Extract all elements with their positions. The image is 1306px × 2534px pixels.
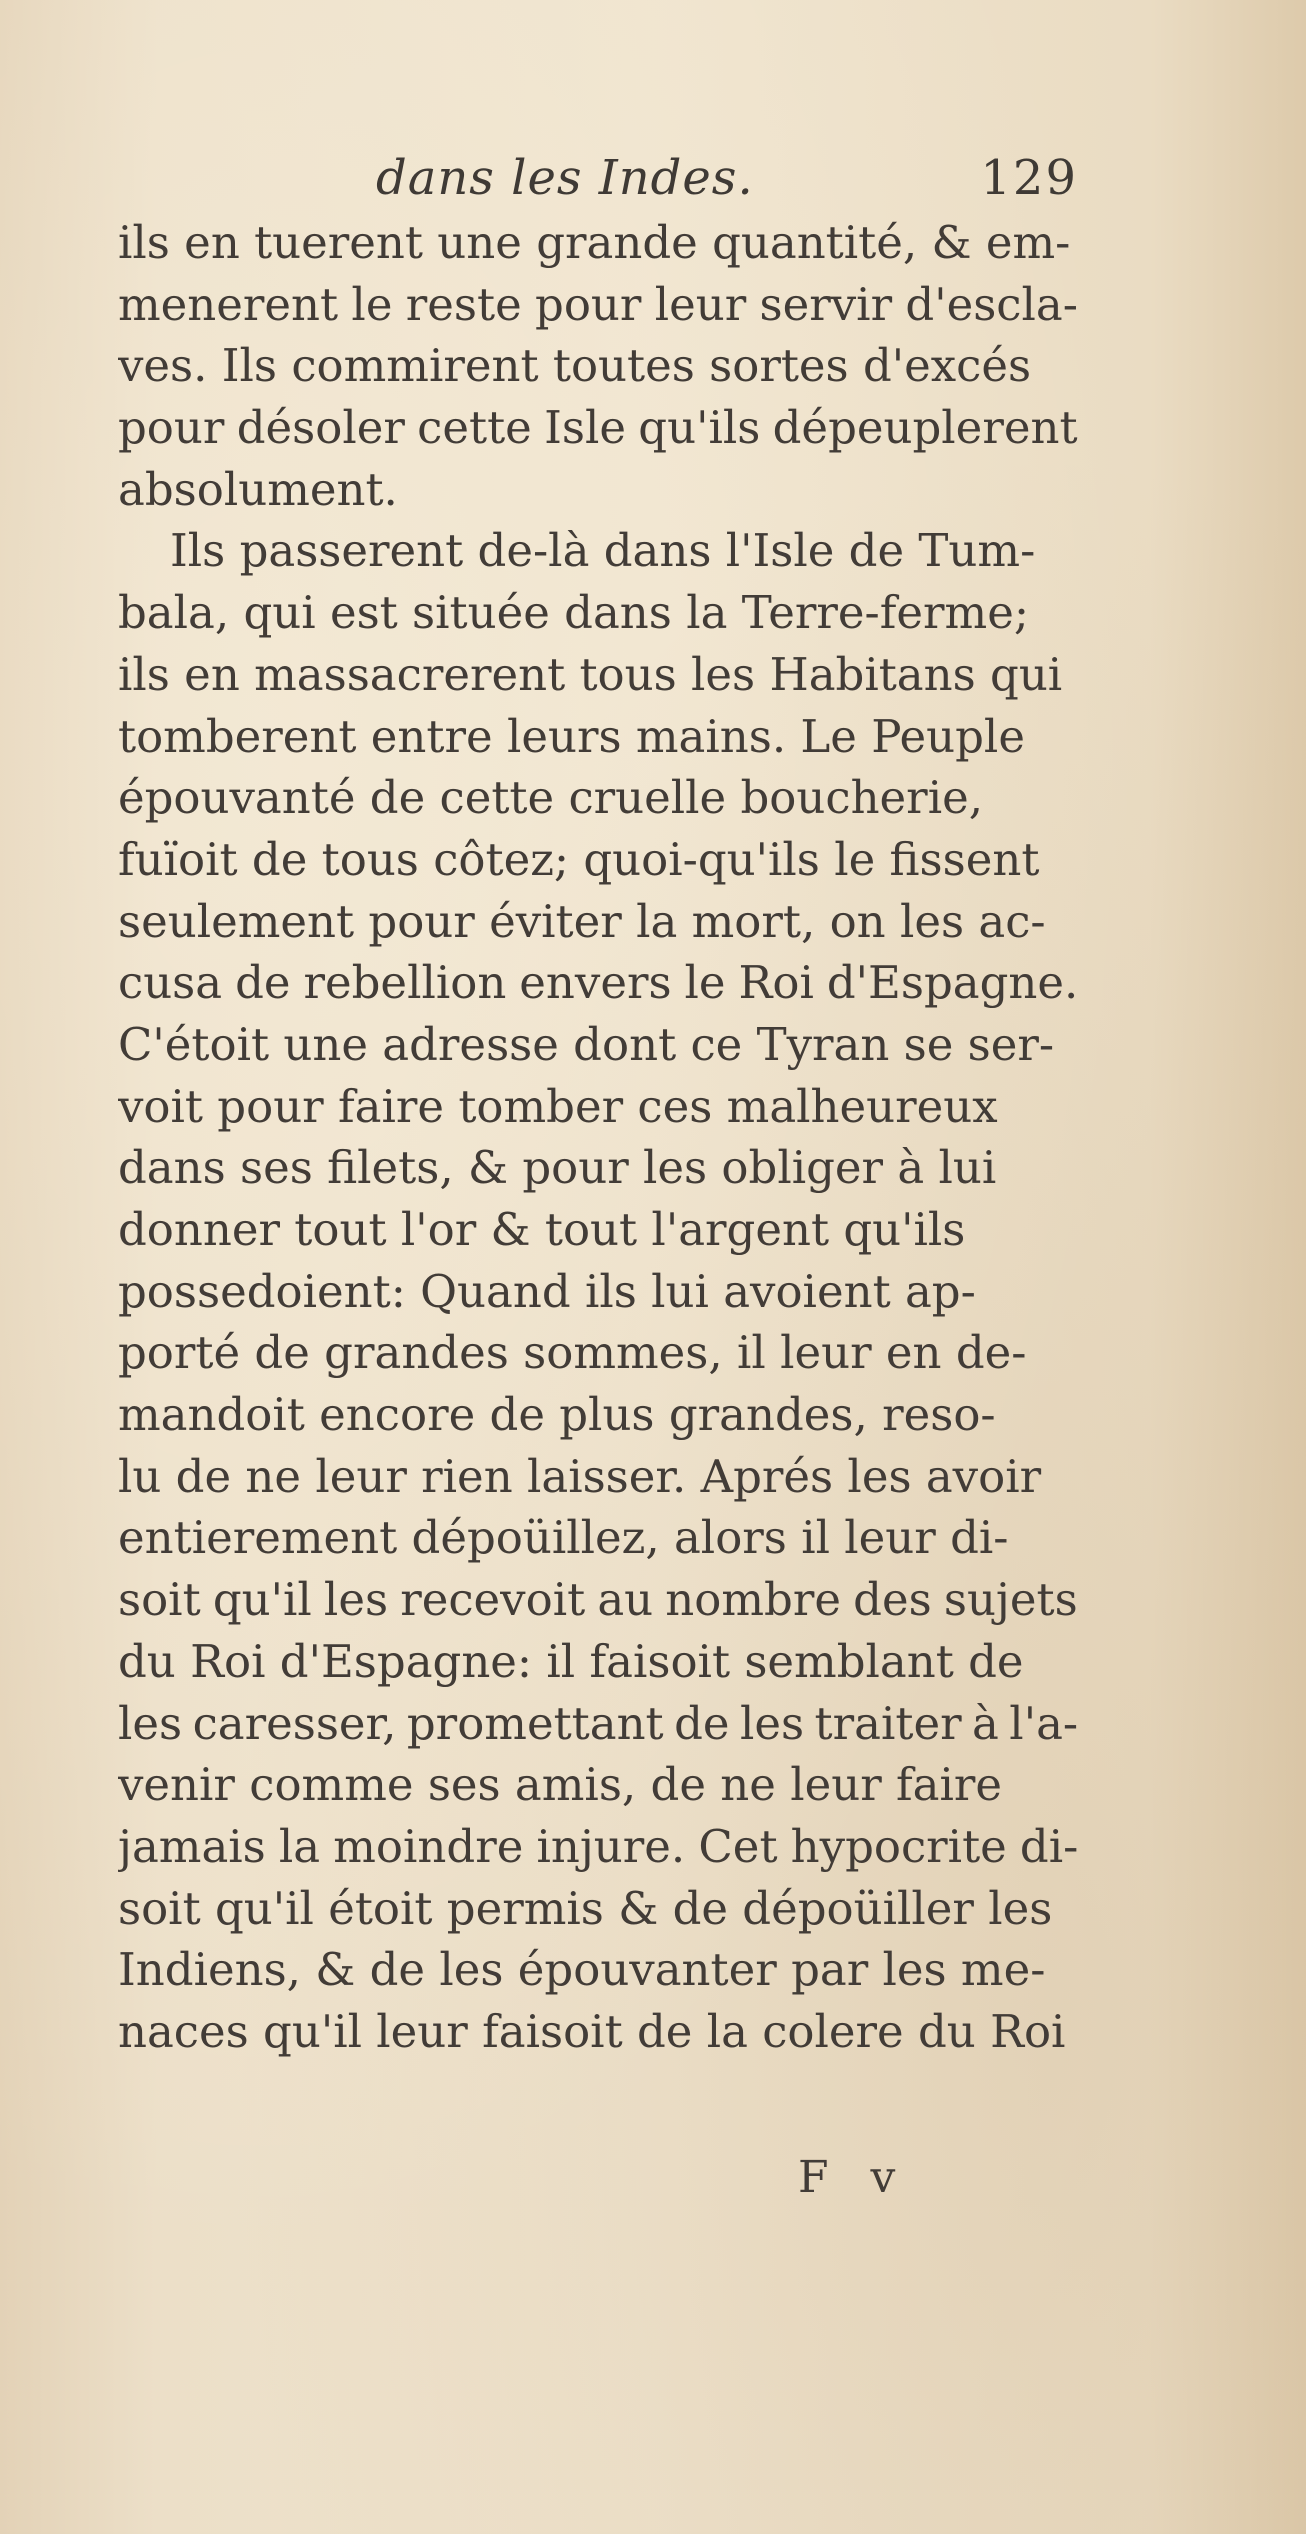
text-line: venir comme ses amis, de ne leur faire	[118, 1758, 1003, 1812]
text-line: ves. Ils commirent toutes sortes d'excés	[118, 339, 1032, 393]
text-line: naces qu'il leur faisoit de la colere du Roi	[118, 2004, 1066, 2058]
text-line: bala, qui est située dans la Terre-ferme;	[118, 586, 1029, 640]
text-line: voit pour faire tomber ces malheureux	[118, 1079, 998, 1133]
text-line: absolument.	[118, 462, 398, 516]
text-line: jamais la moindre injure. Cet hypocrite di-	[118, 1819, 1078, 1873]
text-line: ils en massacrerent tous les Habitans qui	[118, 647, 1063, 701]
running-head: dans les Indes.	[376, 150, 754, 206]
text-line: menerent le reste pour leur servir d'escla-	[118, 277, 1078, 331]
text-line: seulement pour éviter la mort, on les ac-	[118, 894, 1046, 948]
text-line: soit qu'il étoit permis & de dépoüiller les	[118, 1881, 1053, 1935]
text-line: ils en tuerent une grande quantité, & em-	[118, 216, 1071, 269]
text-line: tomberent entre leurs mains. Le Peuple	[118, 709, 1025, 763]
body-text	[118, 212, 1078, 2063]
text-line: C'étoit une adresse dont ce Tyran se ser-	[118, 1017, 1055, 1071]
text-line: Indiens, & de les épouvanter par les me-	[118, 1943, 1046, 1997]
text-line: entierement dépoüillez, alors il leur di-	[118, 1511, 1009, 1565]
text-line: possedoient: Quand ils lui avoient ap-	[118, 1264, 976, 1318]
text-line: porté de grandes sommes, il leur en de-	[118, 1326, 1027, 1380]
page-number: 129	[980, 150, 1078, 206]
text-line: épouvanté de cette cruelle boucherie,	[118, 771, 984, 825]
text-line: dans ses filets, & pour les obliger à lui	[118, 1141, 997, 1195]
text-line: pour désoler cette Isle qu'ils dépeuplerent	[118, 401, 1078, 455]
paragraph-start-line: Ils passerent de-là dans l'Isle de Tum-	[170, 524, 1036, 578]
text-line: du Roi d'Espagne: il faisoit semblant de	[118, 1634, 1024, 1688]
text-line: les caresser, promettant de les traiter à l'a-	[118, 1696, 1078, 1750]
text-line: soit qu'il les recevoit au nombre des sujets	[118, 1573, 1078, 1627]
text-line: cusa de rebellion envers le Roi d'Espagne.	[118, 956, 1078, 1010]
text-line: donner tout l'or & tout l'argent qu'ils	[118, 1203, 966, 1256]
catchword: F v	[798, 2152, 910, 2203]
text-line: lu de ne leur rien laisser. Aprés les avoir	[118, 1449, 1042, 1503]
text-line: mandoit encore de plus grandes, reso-	[118, 1388, 996, 1442]
page-header	[118, 150, 1078, 220]
text-line: fuïoit de tous côtez; quoi-qu'ils le fissent	[118, 832, 1040, 886]
